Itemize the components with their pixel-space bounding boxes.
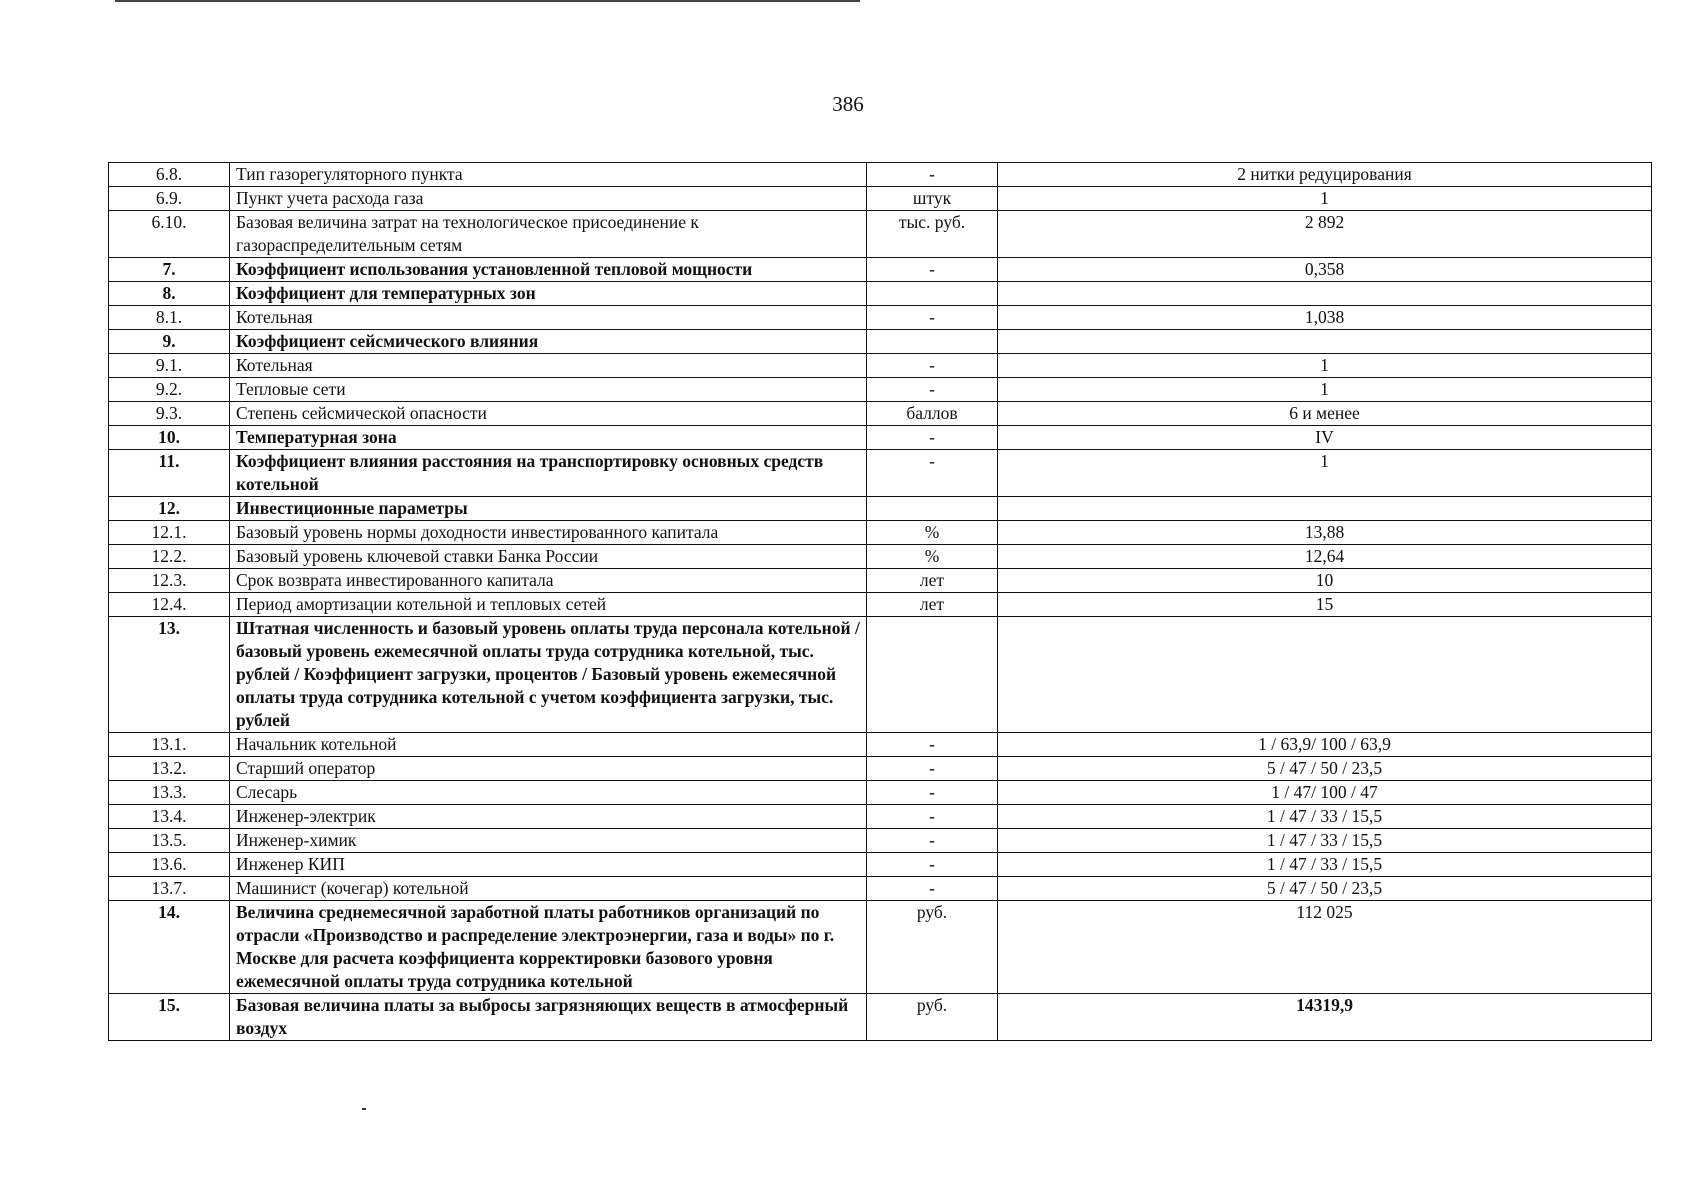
row-name: Коэффициент сейсмического влияния xyxy=(230,330,867,354)
row-unit: - xyxy=(867,877,998,901)
row-value: 1 / 47/ 100 / 47 xyxy=(998,781,1652,805)
table-row xyxy=(109,733,1652,757)
row-number: 13.1. xyxy=(109,733,230,757)
row-number: 10. xyxy=(109,426,230,450)
row-unit: - xyxy=(867,306,998,330)
row-name: Инженер-химик xyxy=(230,829,867,853)
row-number: 13.6. xyxy=(109,853,230,877)
row-unit: тыс. руб. xyxy=(867,211,998,258)
row-number: 12. xyxy=(109,497,230,521)
row-unit: - xyxy=(867,258,998,282)
row-value xyxy=(998,330,1652,354)
row-unit: - xyxy=(867,733,998,757)
row-number: 7. xyxy=(109,258,230,282)
scan-edge-line xyxy=(115,0,860,2)
row-name: Температурная зона xyxy=(230,426,867,450)
table-row xyxy=(109,593,1652,617)
row-number: 6.8. xyxy=(109,163,230,187)
row-unit xyxy=(867,282,998,306)
row-value: 13,88 xyxy=(998,521,1652,545)
table-row xyxy=(109,306,1652,330)
row-name: Тепловые сети xyxy=(230,378,867,402)
row-name: Инвестиционные параметры xyxy=(230,497,867,521)
table-body xyxy=(109,163,1652,1041)
row-name: Инженер-электрик xyxy=(230,805,867,829)
row-unit xyxy=(867,617,998,733)
row-number: 11. xyxy=(109,450,230,497)
table-row xyxy=(109,402,1652,426)
row-number: 13.7. xyxy=(109,877,230,901)
row-number: 14. xyxy=(109,901,230,994)
row-value: 15 xyxy=(998,593,1652,617)
row-value: 112 025 xyxy=(998,901,1652,994)
row-value: 1 / 47 / 33 / 15,5 xyxy=(998,805,1652,829)
row-value: 1 xyxy=(998,187,1652,211)
row-unit: - xyxy=(867,163,998,187)
row-number: 13. xyxy=(109,617,230,733)
row-unit: руб. xyxy=(867,901,998,994)
row-number: 13.5. xyxy=(109,829,230,853)
row-name: Базовая величина платы за выбросы загрязняющих веществ в атмосферный воздух xyxy=(230,994,867,1041)
row-name: Начальник котельной xyxy=(230,733,867,757)
row-number: 12.3. xyxy=(109,569,230,593)
row-value: 0,358 xyxy=(998,258,1652,282)
row-unit: % xyxy=(867,521,998,545)
row-unit: - xyxy=(867,378,998,402)
table-row xyxy=(109,545,1652,569)
row-value: IV xyxy=(998,426,1652,450)
row-unit: штук xyxy=(867,187,998,211)
table-row xyxy=(109,901,1652,994)
row-name: Коэффициент использования установленной тепловой мощности xyxy=(230,258,867,282)
table-row xyxy=(109,282,1652,306)
parameters-table xyxy=(108,162,1652,1041)
row-number: 15. xyxy=(109,994,230,1041)
table-row xyxy=(109,877,1652,901)
table-row xyxy=(109,163,1652,187)
row-name: Коэффициент для температурных зон xyxy=(230,282,867,306)
table-row xyxy=(109,521,1652,545)
row-name: Машинист (кочегар) котельной xyxy=(230,877,867,901)
table-row xyxy=(109,994,1652,1041)
row-name: Котельная xyxy=(230,306,867,330)
table-row xyxy=(109,258,1652,282)
row-value: 1,038 xyxy=(998,306,1652,330)
table-row xyxy=(109,829,1652,853)
row-unit: - xyxy=(867,853,998,877)
row-name: Тип газорегуляторного пункта xyxy=(230,163,867,187)
scan-speck xyxy=(362,1108,366,1110)
row-value: 5 / 47 / 50 / 23,5 xyxy=(998,757,1652,781)
row-value xyxy=(998,282,1652,306)
row-number: 9.2. xyxy=(109,378,230,402)
row-number: 13.2. xyxy=(109,757,230,781)
table-row xyxy=(109,330,1652,354)
page-number: 386 xyxy=(832,92,864,116)
table-row xyxy=(109,497,1652,521)
row-number: 12.1. xyxy=(109,521,230,545)
row-number: 13.4. xyxy=(109,805,230,829)
row-number: 6.9. xyxy=(109,187,230,211)
row-number: 9.1. xyxy=(109,354,230,378)
row-number: 9.3. xyxy=(109,402,230,426)
row-number: 8.1. xyxy=(109,306,230,330)
row-name: Слесарь xyxy=(230,781,867,805)
table-row xyxy=(109,805,1652,829)
table-row xyxy=(109,757,1652,781)
row-value: 1 xyxy=(998,450,1652,497)
row-unit: - xyxy=(867,757,998,781)
row-value: 6 и менее xyxy=(998,402,1652,426)
row-value: 2 892 xyxy=(998,211,1652,258)
row-number: 6.10. xyxy=(109,211,230,258)
row-unit: - xyxy=(867,354,998,378)
row-value: 10 xyxy=(998,569,1652,593)
row-value: 14319,9 xyxy=(998,994,1652,1041)
row-value xyxy=(998,497,1652,521)
row-value: 1 / 63,9/ 100 / 63,9 xyxy=(998,733,1652,757)
row-value: 12,64 xyxy=(998,545,1652,569)
row-name: Базовый уровень нормы доходности инвестированного капитала xyxy=(230,521,867,545)
row-number: 12.4. xyxy=(109,593,230,617)
row-unit xyxy=(867,497,998,521)
row-value xyxy=(998,617,1652,733)
table-row xyxy=(109,211,1652,258)
row-unit: баллов xyxy=(867,402,998,426)
row-name: Старший оператор xyxy=(230,757,867,781)
row-unit: - xyxy=(867,781,998,805)
row-name: Штатная численность и базовый уровень оплаты труда персонала котельной / базовый уровень ежемесячной оплаты труда сотрудника котельной, тыс. рублей / Коэффициент загрузки, процентов / Базовый уровень ежемесячной оплаты труда сотрудника котельной с учетом коэффициента загрузки, тыс. рублей xyxy=(230,617,867,733)
table-row xyxy=(109,450,1652,497)
row-value: 1 xyxy=(998,378,1652,402)
table-row xyxy=(109,426,1652,450)
row-value: 1 / 47 / 33 / 15,5 xyxy=(998,829,1652,853)
row-number: 13.3. xyxy=(109,781,230,805)
table-row xyxy=(109,378,1652,402)
row-unit: лет xyxy=(867,569,998,593)
row-unit: - xyxy=(867,450,998,497)
row-unit: % xyxy=(867,545,998,569)
row-number: 8. xyxy=(109,282,230,306)
row-unit: - xyxy=(867,805,998,829)
row-unit: - xyxy=(867,426,998,450)
row-name: Пункт учета расхода газа xyxy=(230,187,867,211)
row-name: Период амортизации котельной и тепловых сетей xyxy=(230,593,867,617)
table-row xyxy=(109,187,1652,211)
table-row xyxy=(109,853,1652,877)
row-name: Инженер КИП xyxy=(230,853,867,877)
row-name: Срок возврата инвестированного капитала xyxy=(230,569,867,593)
row-number: 9. xyxy=(109,330,230,354)
table-row xyxy=(109,781,1652,805)
row-value: 5 / 47 / 50 / 23,5 xyxy=(998,877,1652,901)
row-unit: руб. xyxy=(867,994,998,1041)
row-value: 1 / 47 / 33 / 15,5 xyxy=(998,853,1652,877)
table-row xyxy=(109,617,1652,733)
row-unit: - xyxy=(867,829,998,853)
row-name: Величина среднемесячной заработной платы работников организаций по отрасли «Производство и распределение электроэнергии, газа и воды» по г. Москве для расчета коэффициента корректировки базового уровня ежемесячной оплаты труда сотрудника котельной xyxy=(230,901,867,994)
row-name: Коэффициент влияния расстояния на транспортировку основных средств котельной xyxy=(230,450,867,497)
row-name: Котельная xyxy=(230,354,867,378)
row-name: Базовая величина затрат на технологическое присоединение к газораспределительным сетям xyxy=(230,211,867,258)
row-number: 12.2. xyxy=(109,545,230,569)
row-name: Степень сейсмической опасности xyxy=(230,402,867,426)
table-row xyxy=(109,569,1652,593)
row-unit xyxy=(867,330,998,354)
row-name: Базовый уровень ключевой ставки Банка России xyxy=(230,545,867,569)
table-row xyxy=(109,354,1652,378)
row-unit: лет xyxy=(867,593,998,617)
row-value: 2 нитки редуцирования xyxy=(998,163,1652,187)
row-value: 1 xyxy=(998,354,1652,378)
